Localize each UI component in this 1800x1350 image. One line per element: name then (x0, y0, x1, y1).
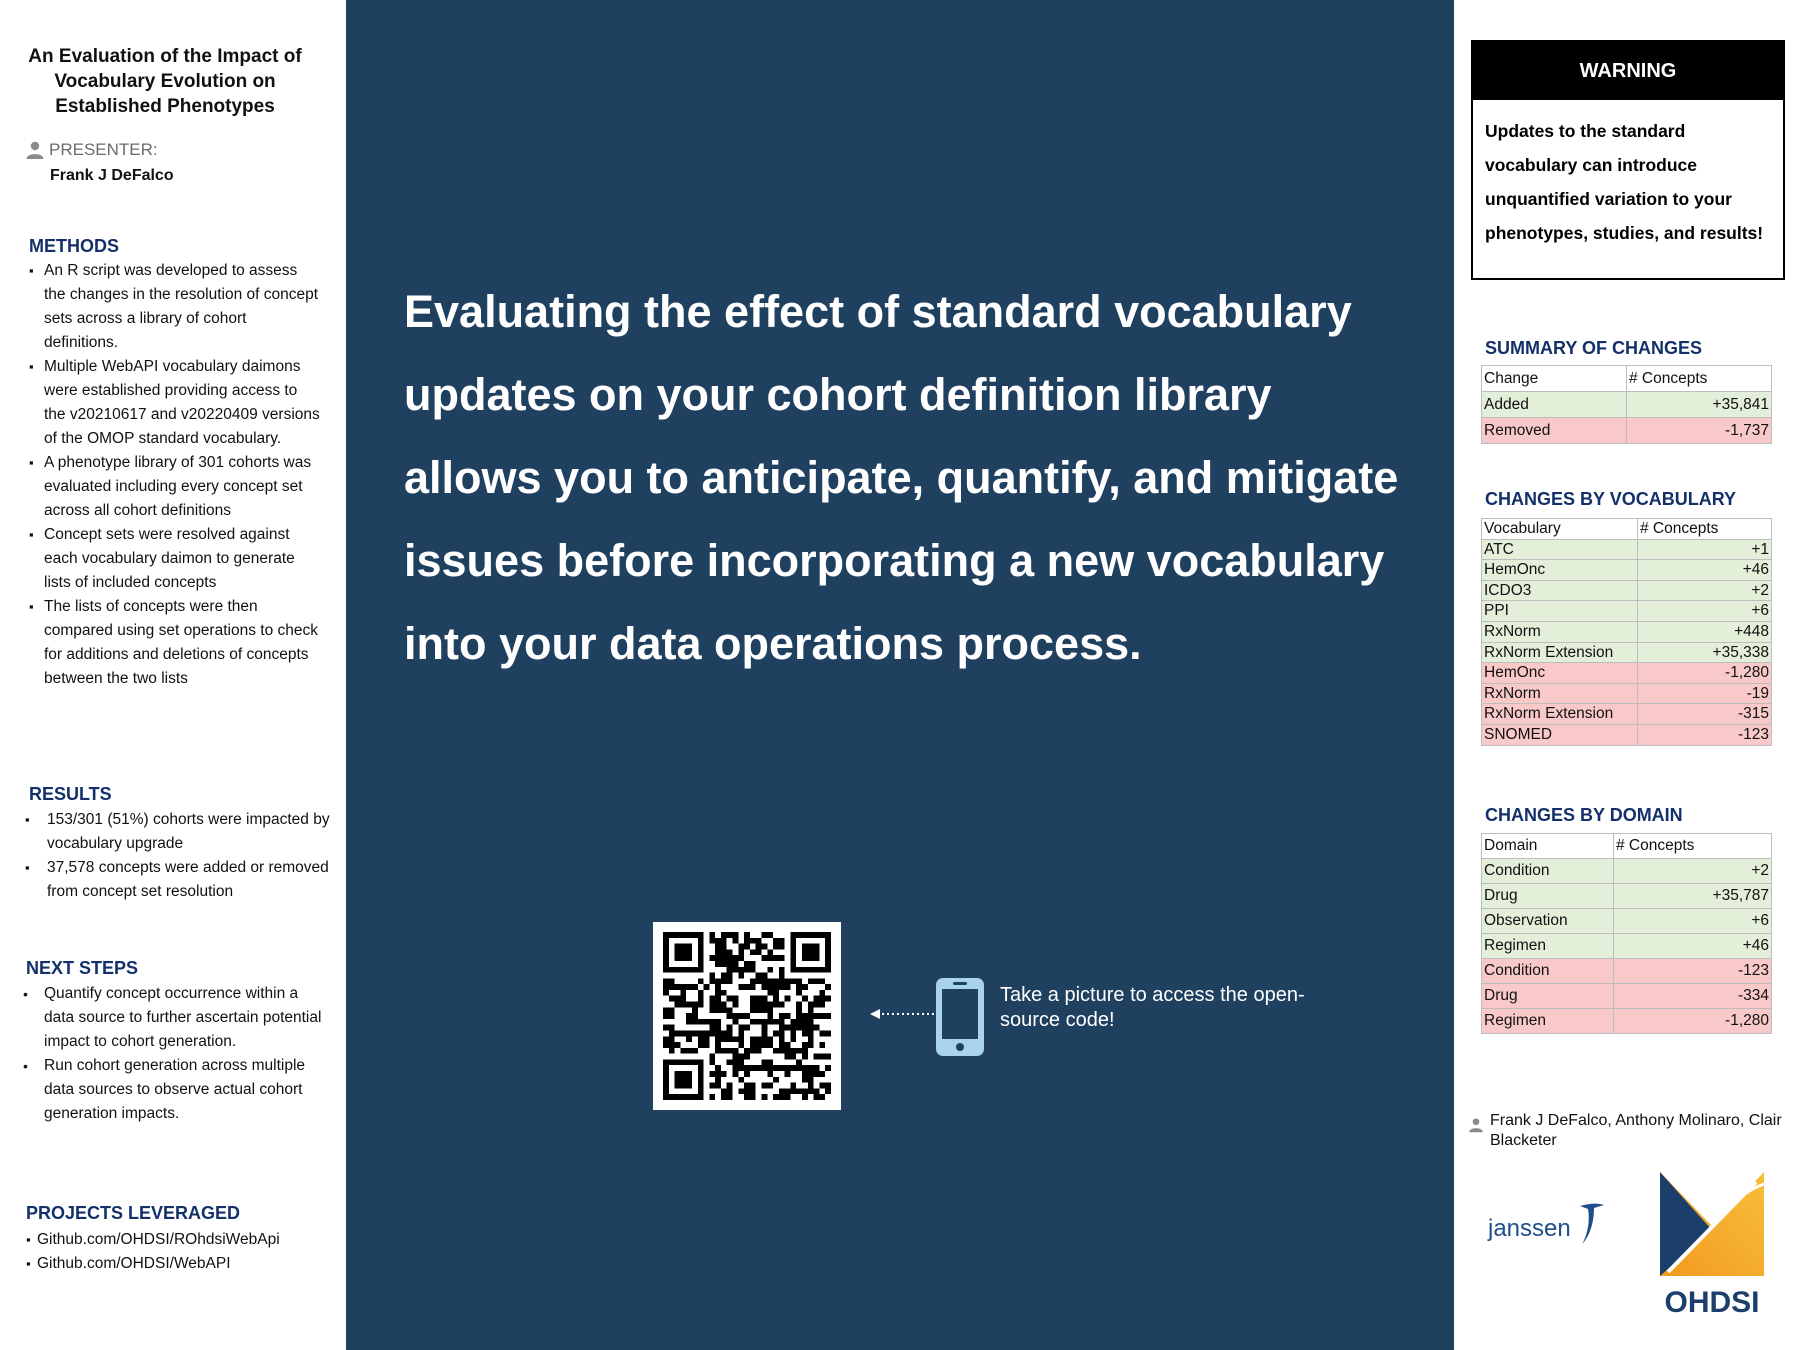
row-value: +2 (1638, 580, 1772, 601)
table-row (1482, 934, 1772, 959)
row-label: RxNorm Extension (1482, 642, 1638, 663)
by-domain-table (1481, 833, 1772, 1034)
center-panel (346, 0, 1454, 1350)
row-value: +35,787 (1614, 884, 1772, 909)
results-heading: RESULTS (29, 784, 112, 804)
row-value: +35,841 (1627, 392, 1772, 418)
row-label: HemOnc (1482, 560, 1638, 581)
header-cell: # Concepts (1638, 519, 1772, 540)
row-value: +6 (1614, 909, 1772, 934)
qr-code-graphic (663, 932, 831, 1100)
row-label: HemOnc (1482, 663, 1638, 684)
list-item: ▪ 37,578 concepts were added or removed from concept set resolution (25, 856, 330, 904)
row-value: +35,338 (1638, 642, 1772, 663)
authors: Frank J DeFalco, Anthony Molinaro, Clair Blacketer (1490, 1112, 1782, 1149)
row-value: +448 (1638, 621, 1772, 642)
project-link[interactable]: ▪ Github.com/OHDSI/ROhdsiWebApi (26, 1228, 336, 1252)
table-row (1482, 884, 1772, 909)
projects-heading: PROJECTS LEVERAGED (26, 1203, 241, 1223)
row-label: Condition (1482, 859, 1614, 884)
ohdsi-logo-text: OHDSI (1664, 1286, 1760, 1319)
list-item: ▪ 153/301 (51%) cohorts were impacted by vocabulary upgrade (25, 808, 330, 856)
table-row (1482, 418, 1772, 444)
next-steps-heading: NEXT STEPS (26, 958, 139, 978)
row-label: Regimen (1482, 934, 1614, 959)
table-row (1482, 642, 1772, 663)
row-value: -334 (1614, 984, 1772, 1009)
person-icon (1468, 1117, 1484, 1133)
table-row (1482, 724, 1772, 745)
row-label: RxNorm (1482, 621, 1638, 642)
list-item: • Run cohort generation across multiple data sources to observe actual cohort generation impacts. (22, 1054, 322, 1126)
poster-title: An Evaluation of the Impact of Vocabulary Evolution on Established Phenotypes (28, 46, 302, 117)
table-header-row (1482, 366, 1772, 392)
table-row (1482, 621, 1772, 642)
row-value: -123 (1614, 959, 1772, 984)
row-value: -315 (1638, 704, 1772, 725)
by-vocabulary-heading: CHANGES BY VOCABULARY (1485, 489, 1737, 509)
row-value: +46 (1614, 934, 1772, 959)
table-row (1482, 909, 1772, 934)
list-item: ▪ An R script was developed to assess the changes in the resolution of concept sets across a library of cohort definitions. (29, 259, 321, 355)
row-label: ICDO3 (1482, 580, 1638, 601)
left-column (0, 0, 346, 1350)
janssen-logo-text: janssen (1488, 1215, 1571, 1242)
janssen-logo (1486, 1200, 1606, 1250)
by-vocabulary-table (1481, 518, 1772, 746)
row-label: RxNorm Extension (1482, 704, 1638, 725)
project-link[interactable]: ▪ Github.com/OHDSI/WebAPI (26, 1252, 336, 1276)
header-cell: Change (1482, 366, 1627, 392)
table-row (1482, 704, 1772, 725)
table-row (1482, 859, 1772, 884)
table-row (1482, 663, 1772, 684)
header-cell: # Concepts (1627, 366, 1772, 392)
row-label: Regimen (1482, 1009, 1614, 1034)
list-item: ▪ A phenotype library of 301 cohorts was evaluated including every concept set across all cohort definitions (29, 451, 321, 523)
list-item: ▪ Multiple WebAPI vocabulary daimons were established providing access to the v20210617 and v20220409 versions of the OMOP standard vocabulary. (29, 355, 321, 451)
row-value: -123 (1638, 724, 1772, 745)
person-icon (25, 140, 45, 160)
row-value: +1 (1638, 539, 1772, 560)
warning-heading: WARNING (1473, 42, 1783, 100)
main-headline: Evaluating the effect of standard vocabulary updates on your cohort definition library allows you to anticipate, quantify, and mitigate issues before incorporating a new vocabulary into your data operations process. (404, 286, 1399, 669)
table-row (1482, 580, 1772, 601)
header-cell: Vocabulary (1482, 519, 1638, 540)
header-cell: Domain (1482, 834, 1614, 859)
row-label: ATC (1482, 539, 1638, 560)
row-value: -19 (1638, 683, 1772, 704)
warning-box (1471, 40, 1785, 280)
dotted-arrow-left-icon (868, 1006, 938, 1022)
table-header-row (1482, 519, 1772, 540)
results-list (25, 808, 330, 904)
table-row (1482, 539, 1772, 560)
list-item: ▪ The lists of concepts were then compared using set operations to check for additions and deletions of concepts between the two lists (29, 595, 321, 691)
row-label: Observation (1482, 909, 1614, 934)
row-value: +6 (1638, 601, 1772, 622)
table-row (1482, 984, 1772, 1009)
list-item: • Quantify concept occurrence within a data source to further ascertain potential impact to cohort generation. (22, 982, 322, 1054)
presenter-row (25, 140, 158, 160)
row-label: SNOMED (1482, 724, 1638, 745)
qr-code-icon[interactable] (653, 922, 841, 1110)
row-label: Condition (1482, 959, 1614, 984)
by-domain-heading: CHANGES BY DOMAIN (1485, 805, 1683, 825)
row-label: PPI (1482, 601, 1638, 622)
presenter-label: PRESENTER: (49, 140, 158, 159)
list-item: ▪ Concept sets were resolved against each vocabulary daimon to generate lists of included concepts (29, 523, 321, 595)
table-row (1482, 959, 1772, 984)
table-header-row (1482, 834, 1772, 859)
summary-table (1481, 365, 1772, 444)
row-value: +2 (1614, 859, 1772, 884)
row-label: Drug (1482, 884, 1614, 909)
header-cell: # Concepts (1614, 834, 1772, 859)
row-label: Removed (1482, 418, 1627, 444)
table-row (1482, 601, 1772, 622)
table-row (1482, 1009, 1772, 1034)
methods-list (29, 259, 321, 691)
row-label: RxNorm (1482, 683, 1638, 704)
table-row (1482, 560, 1772, 581)
ohdsi-logo (1652, 1170, 1772, 1320)
right-column (1454, 0, 1800, 1350)
next-steps-list (22, 982, 322, 1126)
table-row (1482, 392, 1772, 418)
row-label: Drug (1482, 984, 1614, 1009)
table-row (1482, 683, 1772, 704)
row-value: -1,280 (1638, 663, 1772, 684)
projects-list (26, 1228, 336, 1276)
row-value: -1,737 (1627, 418, 1772, 444)
methods-heading: METHODS (29, 236, 119, 256)
row-label: Added (1482, 392, 1627, 418)
row-value: +46 (1638, 560, 1772, 581)
row-value: -1,280 (1614, 1009, 1772, 1034)
qr-caption: Take a picture to access the open-source code! (1000, 984, 1305, 1031)
smartphone-icon (934, 976, 986, 1058)
summary-heading: SUMMARY OF CHANGES (1485, 338, 1703, 358)
presenter-name: Frank J DeFalco (50, 167, 174, 184)
warning-body: Updates to the standard vocabulary can introduce unquantified variation to your phenotypes, studies, and results! (1485, 121, 1764, 243)
